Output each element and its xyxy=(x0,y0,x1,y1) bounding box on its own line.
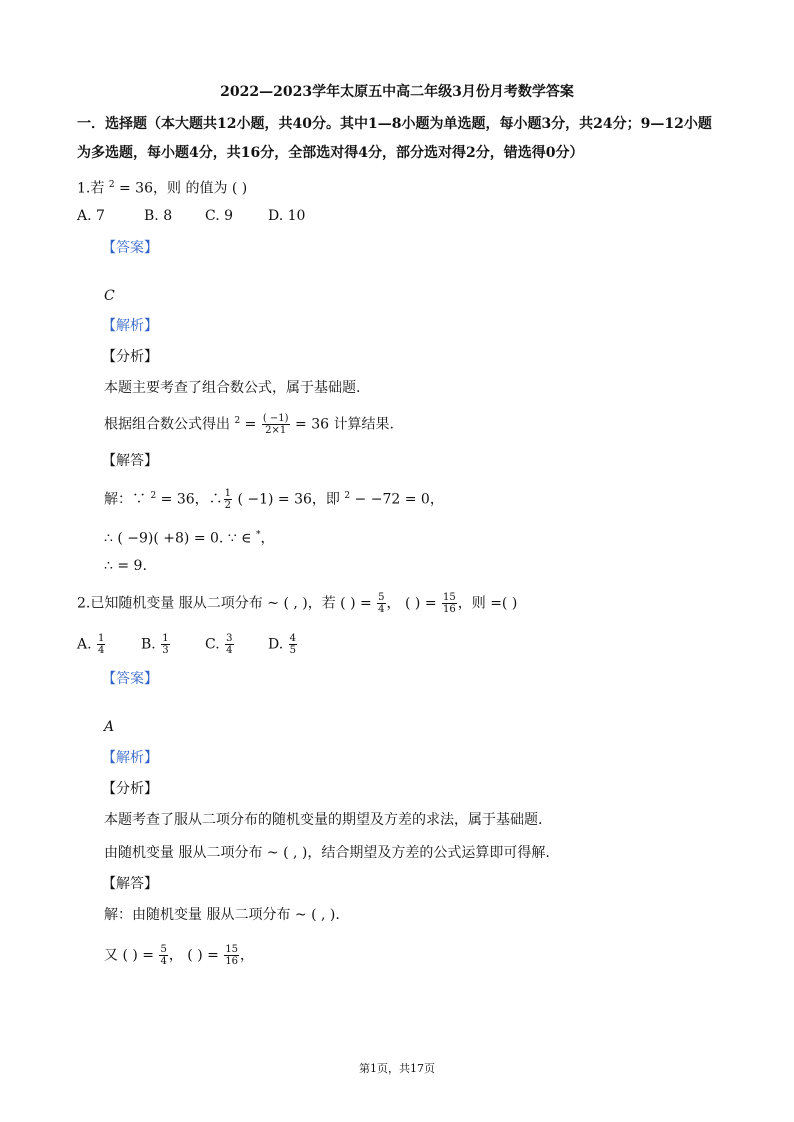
q2-sol2-num2: 15 xyxy=(225,944,239,955)
q1-basis xyxy=(104,412,394,436)
q1-sol1-a: 解：∵ xyxy=(104,491,151,508)
q1-sol1-num: 1 xyxy=(224,488,232,500)
q2-fenxi: 本题考查了服从二项分布的随机变量的期望及方差的求法，属于基础题. xyxy=(104,812,543,828)
q2-option-b-den: 3 xyxy=(162,645,169,656)
q2-stem-fraction-1 xyxy=(377,592,385,615)
q2-option-a-fraction xyxy=(97,633,105,656)
q1-fenxi: 本题主要考查了组合数公式，属于基础题. xyxy=(104,380,361,396)
q2-option-d-label: D. xyxy=(268,636,288,653)
q2-stem xyxy=(77,592,517,615)
q1-stem xyxy=(77,176,247,198)
page-title: 2022—2023学年太原五中高二年级3月份月考数学答案 xyxy=(220,84,574,100)
q2-option-b-num: 1 xyxy=(162,633,169,644)
q2-fenxi-tag: 【分析】 xyxy=(102,781,158,797)
q2-method: 由随机变量 服从二项分布 ~ ( , )，结合期望及方差的公式运算即可得解. xyxy=(104,845,550,861)
q1-jieda-tag: 【解答】 xyxy=(102,453,158,469)
q2-option-a xyxy=(77,633,106,656)
q1-sol1-d: − −72 = 0， xyxy=(350,491,444,508)
q2-stem-a: 2.已知随机变量 服从二项分布 ~ ( , )，若 ( ) = xyxy=(77,595,377,612)
q2-frac2-num: 15 xyxy=(443,592,456,603)
q2-stem-fraction-2 xyxy=(442,592,457,615)
q1-sol1-b: = 36，∴ xyxy=(156,491,223,508)
q2-frac1-den: 4 xyxy=(378,604,385,615)
q1-sol1-fraction xyxy=(224,488,232,511)
q2-solution-line-2 xyxy=(104,944,254,967)
q2-option-c-label: C. xyxy=(205,636,225,653)
q2-jieda-tag: 【解答】 xyxy=(102,876,158,892)
q1-sol2-sup: * xyxy=(256,530,261,540)
q2-option-d-num: 4 xyxy=(289,633,297,644)
q1-option-b: B. 8 xyxy=(144,208,173,224)
q2-solution-line-1: 解：由随机变量 服从二项分布 ~ ( , ). xyxy=(104,907,340,923)
q1-option-a: A. 7 xyxy=(77,208,105,224)
q1-solution-line-3: ∴ = 9. xyxy=(104,558,147,574)
q2-sol2-num1: 5 xyxy=(160,944,167,955)
q1-option-d: D. 10 xyxy=(268,208,306,224)
q1-sol2-a: ∴ ( −9)( +8) = 0. ∵ ∈ xyxy=(104,530,256,547)
q2-option-d xyxy=(268,633,298,656)
q1-basis-fraction xyxy=(262,413,290,436)
q2-frac1-num: 5 xyxy=(378,592,385,603)
q2-option-d-fraction xyxy=(289,633,297,656)
q2-frac2-den: 16 xyxy=(443,604,456,615)
q2-option-c-fraction xyxy=(225,633,233,656)
q1-sol2-b: ， xyxy=(260,530,275,547)
q1-basis-sup: 2 xyxy=(234,416,241,426)
q1-analysis-tag: 【解析】 xyxy=(102,318,158,334)
q2-option-c xyxy=(205,633,235,656)
q2-answer-tag: 【答案】 xyxy=(102,671,158,687)
q1-sol1-sup: 2 xyxy=(150,491,157,501)
q1-answer-tag: 【答案】 xyxy=(102,240,158,256)
q1-fenxi-tag: 【分析】 xyxy=(102,349,158,365)
q2-sol2-den1: 4 xyxy=(160,956,167,967)
page-footer: 第1页，共17页 xyxy=(359,1062,435,1075)
q2-answer: A xyxy=(104,719,115,735)
q2-sol2-den2: 16 xyxy=(225,956,239,967)
q1-solution-line-2 xyxy=(104,526,275,548)
q1-answer: C xyxy=(104,288,115,304)
q2-option-d-den: 5 xyxy=(289,645,297,656)
q2-option-a-num: 1 xyxy=(98,633,105,644)
q2-sol2-fraction-1 xyxy=(159,944,167,967)
q2-analysis-tag: 【解析】 xyxy=(102,750,158,766)
q1-basis-den: 2×1 xyxy=(265,425,287,437)
q1-basis-a: 根据组合数公式得出 xyxy=(104,416,235,433)
q2-stem-c: ，则 =( ) xyxy=(457,595,518,612)
q2-option-a-label: A. xyxy=(77,636,97,653)
q2-option-b xyxy=(141,633,171,656)
q1-sol1-den: 2 xyxy=(224,500,232,512)
q1-sol1-c: ( −1) = 36，即 xyxy=(233,491,345,508)
q2-option-b-label: B. xyxy=(141,636,161,653)
q1-basis-eq: = xyxy=(240,416,261,433)
q1-solution-line-1 xyxy=(104,487,444,511)
q2-option-a-den: 4 xyxy=(98,645,105,656)
q1-basis-b: = 36 计算结果. xyxy=(290,416,394,433)
q2-sol2-b: ， ( ) = xyxy=(168,947,224,964)
section-heading-line-2: 为多选题，每小题4分，共16分，全部选对得4分，部分选对得2分，错选得0分） xyxy=(77,145,584,161)
q2-sol2-a: 又 ( ) = xyxy=(104,947,159,964)
q1-stem-b: = 36，则 的值为 ( ) xyxy=(114,180,248,197)
q2-sol2-c: ， xyxy=(240,947,255,964)
q2-option-c-num: 3 xyxy=(226,633,233,644)
section-heading-line-1: 一．选择题（本大题共12小题，共40分。其中1—8小题为单选题，每小题3分，共24分；9—12小题 xyxy=(77,116,712,132)
q2-option-b-fraction xyxy=(161,633,169,656)
q1-option-c: C. 9 xyxy=(205,208,234,224)
q2-sol2-fraction-2 xyxy=(224,944,239,967)
q2-option-c-den: 4 xyxy=(226,645,233,656)
q1-basis-num: ( −1) xyxy=(262,413,289,425)
q1-sol1-sup2: 2 xyxy=(344,491,351,501)
q2-stem-b: ， ( ) = xyxy=(386,595,442,612)
q1-stem-sup: 2 xyxy=(108,180,115,190)
q1-stem-a: 1.若 xyxy=(77,180,109,197)
